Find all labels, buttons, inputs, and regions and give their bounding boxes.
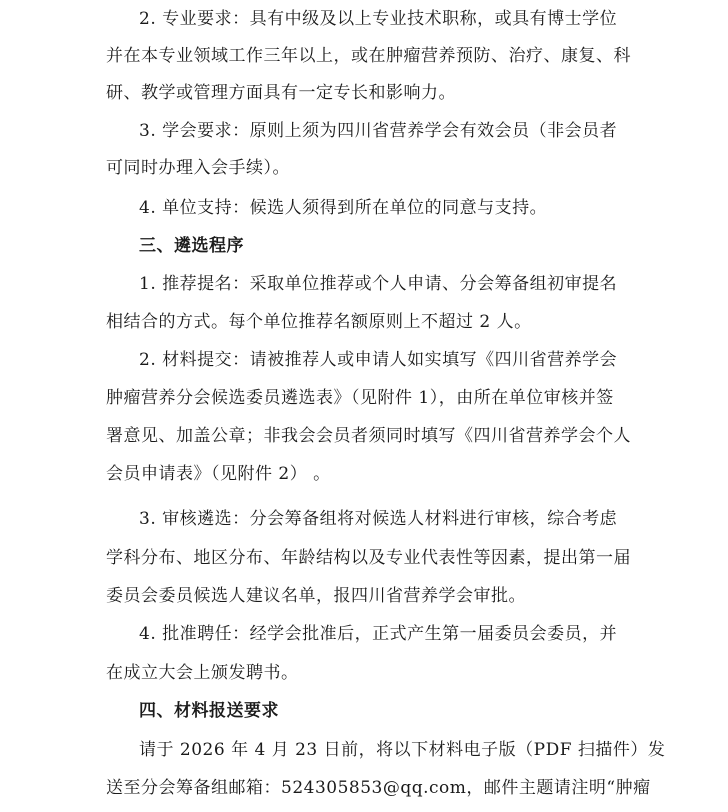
paragraph-line: 相结合的方式。每个单位推荐名额原则上不超过 2 人。 bbox=[106, 312, 532, 332]
paragraph-line: 2. 材料提交：请被推荐人或申请人如实填写《四川省营养学会 bbox=[139, 350, 618, 370]
paragraph-line: 署意见、加盖公章；非我会会员者须同时填写《四川省营养学会个人 bbox=[106, 426, 631, 446]
paragraph-line: 送至分会筹备组邮箱：524305853@qq.com，邮件主题请注明“肿瘤 bbox=[106, 778, 651, 798]
paragraph-line: 委员会委员候选人建议名单，报四川省营养学会审批。 bbox=[106, 586, 526, 606]
paragraph-line: 3. 学会要求：原则上须为四川省营养学会有效会员（非会员者 bbox=[139, 121, 618, 141]
section-heading: 四、材料报送要求 bbox=[139, 701, 279, 721]
paragraph-line: 4. 单位支持：候选人须得到所在单位的同意与支持。 bbox=[139, 198, 548, 218]
paragraph-line: 3. 审核遴选：分会筹备组将对候选人材料进行审核，综合考虑 bbox=[139, 509, 618, 529]
paragraph-line: 肿瘤营养分会候选委员遴选表》（见附件 1），由所在单位审核并签 bbox=[106, 388, 614, 408]
paragraph-line: 1. 推荐提名：采取单位推荐或个人申请、分会筹备组初审提名 bbox=[139, 274, 618, 294]
section-heading: 三、遴选程序 bbox=[139, 236, 244, 256]
paragraph-line: 学科分布、地区分布、年龄结构以及专业代表性等因素，提出第一届 bbox=[106, 548, 631, 568]
paragraph-line: 可同时办理入会手续）。 bbox=[106, 158, 290, 178]
paragraph-line: 2. 专业要求：具有中级及以上专业技术职称，或具有博士学位 bbox=[139, 9, 618, 29]
paragraph-line: 并在本专业领域工作三年以上，或在肿瘤营养预防、治疗、康复、科 bbox=[106, 46, 631, 66]
paragraph-line: 请于 2026 年 4 月 23 日前，将以下材料电子版（PDF 扫描件）发 bbox=[139, 740, 666, 760]
paragraph-line: 研、教学或管理方面具有一定专长和影响力。 bbox=[106, 83, 456, 103]
paragraph-line: 在成立大会上颁发聘书。 bbox=[106, 663, 299, 683]
paragraph-line: 会员申请表》（见附件 2） 。 bbox=[106, 464, 331, 484]
paragraph-line: 4. 批准聘任：经学会批准后，正式产生第一届委员会委员，并 bbox=[139, 624, 618, 644]
